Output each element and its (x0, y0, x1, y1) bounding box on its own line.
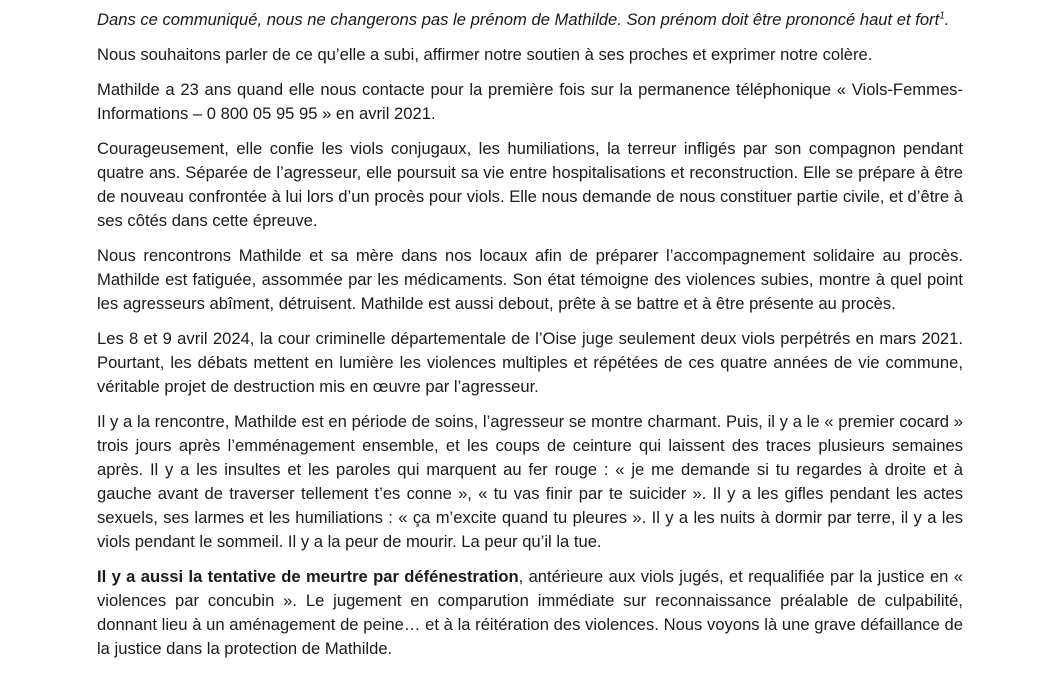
meeting-paragraph: Nous rencontrons Mathilde et sa mère dans nos locaux afin de préparer l’accompagnement solidaire au procès. Mathilde est fatiguée, assommée par les médicaments. Son état témoigne des violences subies, montre à quel point les agresseurs abîment, détruisent. Mathilde est aussi debout, prête à se battre et à être présente au procès. (97, 246, 963, 313)
footnote-ref[interactable]: 1 (939, 10, 945, 22)
document-body (97, 8, 963, 672)
violence-details-paragraph: Il y a la rencontre, Mathilde est en période de soins, l’agresseur se montre charmant. Puis, il y a le « premier cocard » trois jours après l’emménagement ensemble, et les coups de ceinture qui laissent des traces plusieurs semaines après. Il y a les insultes et les paroles qui marquent au fer rouge : « je me demande si tu regardes à droite et à gauche avant de traverser tellement t’es conne », « tu vas finir par te suicider ». Il y a les gifles pendant les actes sexuels, ses larmes et les humiliations : « ça m’excite quand tu pleures ». Il y a les nuits à dormir par terre, il y a les viols pendant le sommeil. Il y a la peur de mourir. La peur qu’il la tue. (97, 412, 963, 551)
first-contact-paragraph: Mathilde a 23 ans quand elle nous contacte pour la première fois sur la permanence téléphonique « Viols-Femmes-Informations – 0 800 05 95 95 » en avril 2021. (97, 80, 963, 123)
intro-paragraph: Dans ce communiqué, nous ne changerons pas le prénom de Mathilde. Son prénom doit être prononcé haut et fort$^1$. (97, 10, 950, 29)
support-paragraph: Nous souhaitons parler de ce qu’elle a subi, affirmer notre soutien à ses proches et exprimer notre colère. (97, 45, 873, 64)
testimony-paragraph: Courageusement, elle confie les viols conjugaux, les humiliations, la terreur infligés par son compagnon pendant quatre ans. Séparée de l’agresseur, elle poursuit sa vie entre hospitalisations et reconstruction. Elle se prépare à être de nouveau confrontée à lui lors d’un procès pour viols. Elle nous demande de nous constituer partie civile, et d’être à ses côtés dans cette épreuve. (97, 139, 963, 230)
defenestration-lead: Il y a aussi la tentative de meurtre par défénestration (97, 567, 519, 586)
trial-paragraph: Les 8 et 9 avril 2024, la cour criminelle départementale de l’Oise juge seulement deux viols perpétrés en mars 2021. Pourtant, les débats mettent en lumière les violences multiples et répétées de ces quatre années de vie commune, véritable projet de destruction mis en œuvre par l’agresseur. (97, 329, 963, 396)
defenestration-paragraph (97, 565, 963, 661)
intro-text: Dans ce communiqué, nous ne changerons pas le prénom de Mathilde. Son prénom doit être prononcé haut et fort (97, 10, 940, 29)
defenestration-rest: , antérieure aux viols jugés, et requalifiée par la justice en « violences par concubin ». Le jugement en comparution immédiate sur reconnaissance préalable de culpabilité, donnant lieu à un aménagement de peine… et à la réitération des violences. Nous voyons là une grave défaillance de la justice dans la protection de Mathilde. (97, 567, 963, 658)
